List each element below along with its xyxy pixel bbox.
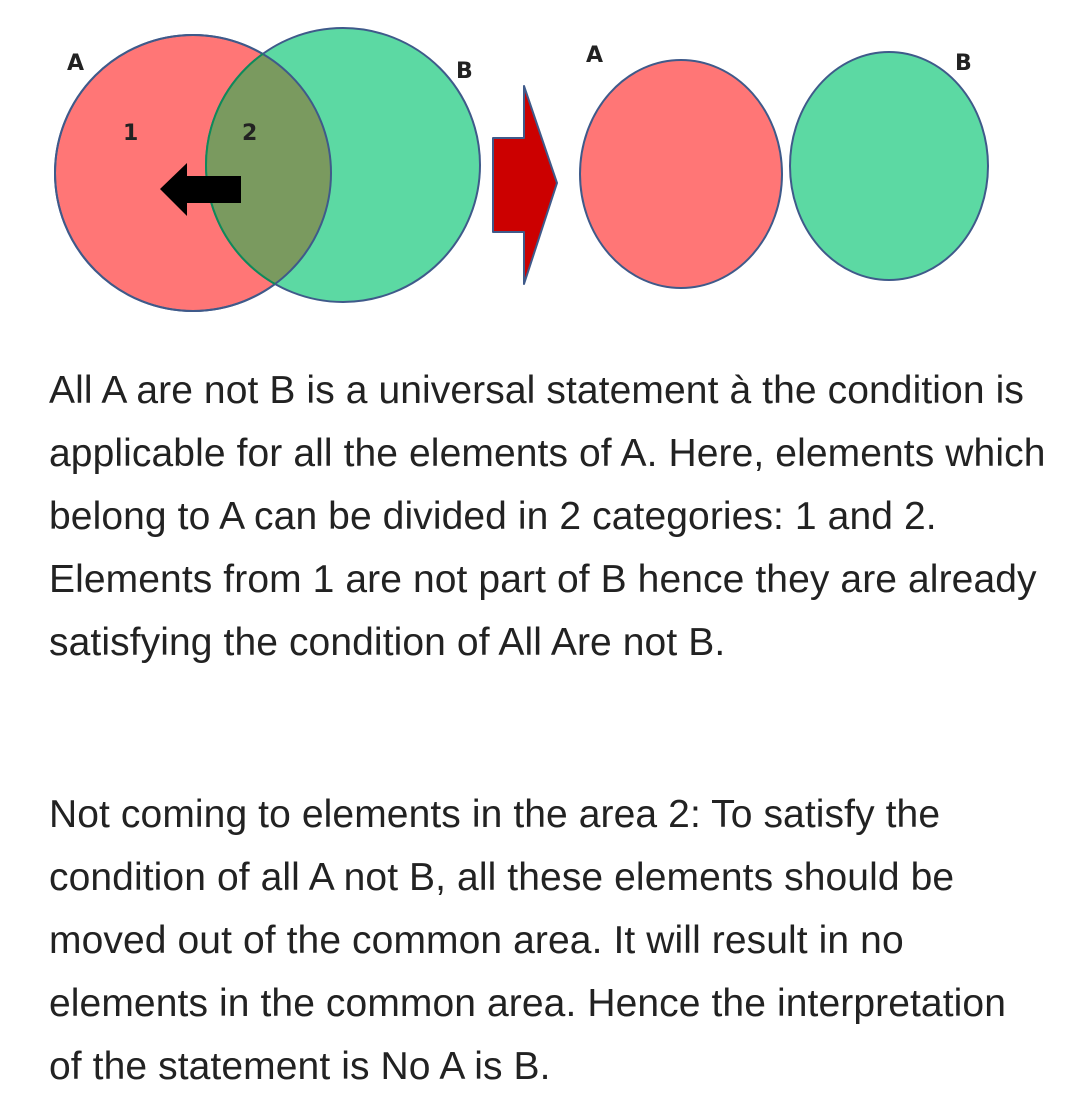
overlapping-venn	[55, 28, 480, 311]
set-a-disjoint-label: A	[586, 43, 604, 68]
set-b-label: B	[456, 59, 473, 84]
set-b-disjoint-circle	[790, 52, 988, 280]
set-a-label: A	[67, 51, 85, 76]
region-1-label: 1	[123, 121, 139, 146]
explanation-paragraph-1: All A are not B is a universal statement à the condition is applicable for all the elements of A. Here, elements which belong to A can be divided in 2 categories: 1 and 2. Elements from 1 are not part of B hence they are already satisfying the condition of All Are not B.	[49, 369, 1046, 664]
set-b-disjoint-label: B	[955, 51, 972, 76]
venn-diagram-figure	[0, 0, 1080, 340]
set-a-disjoint-circle	[580, 60, 782, 288]
region-2-label: 2	[242, 121, 258, 146]
transition-arrow-icon	[493, 86, 557, 284]
disjoint-venn	[580, 43, 988, 288]
explanation-paragraph-2: Not coming to elements in the area 2: To satisfy the condition of all A not B, all these elements should be moved out of the common area. It will result in no elements in the common area. Hence the interpretation of the statement is No A is B.	[49, 793, 1006, 1088]
